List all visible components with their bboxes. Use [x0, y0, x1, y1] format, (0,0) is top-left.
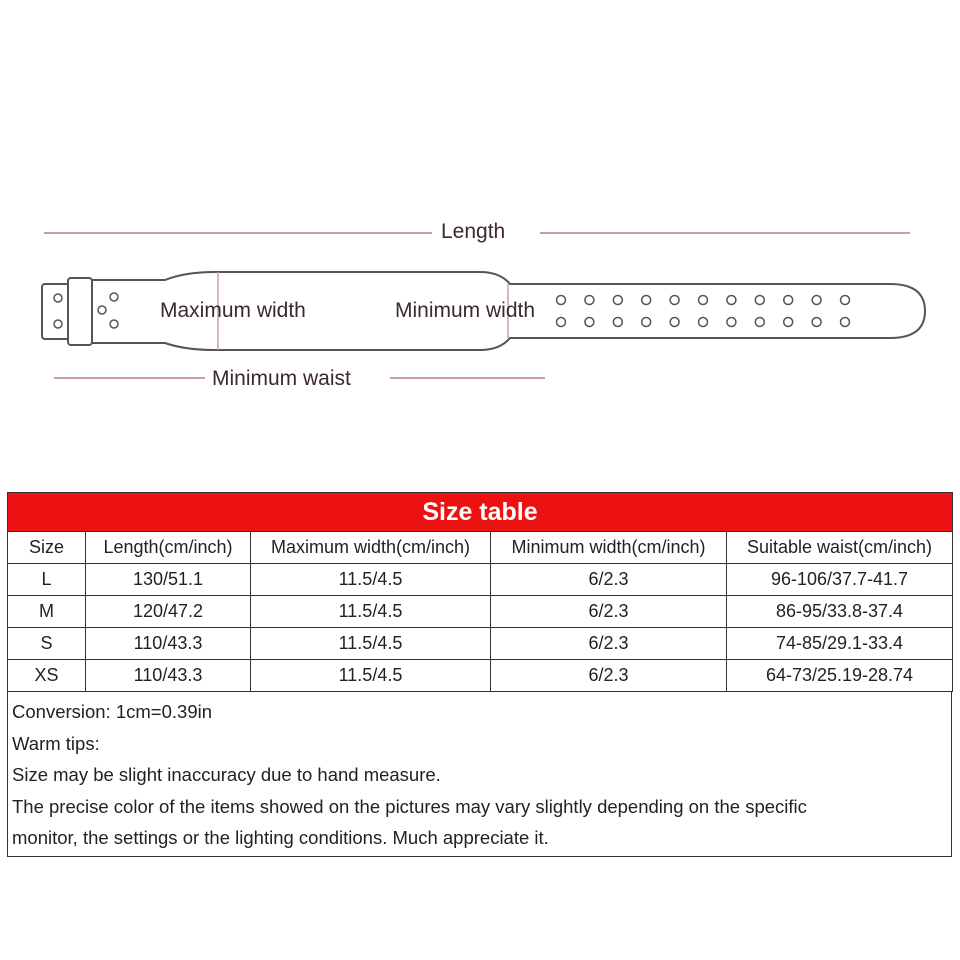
buckle-loop	[68, 278, 92, 345]
cell-waist: 64-73/25.19-28.74	[727, 660, 953, 692]
cell-size: XS	[8, 660, 86, 692]
cell-max-width: 11.5/4.5	[251, 596, 491, 628]
table-row	[8, 596, 953, 628]
length-label: Length	[441, 220, 506, 243]
cell-waist: 74-85/29.1-33.4	[727, 628, 953, 660]
cell-waist: 96-106/37.7-41.7	[727, 564, 953, 596]
cell-max-width: 11.5/4.5	[251, 660, 491, 692]
size-table	[7, 492, 953, 692]
warm-tips-heading: Warm tips:	[12, 732, 100, 754]
cell-min-width: 6/2.3	[491, 564, 727, 596]
table-row	[8, 660, 953, 692]
header-waist: Suitable waist(cm/inch)	[727, 532, 953, 564]
cell-min-width: 6/2.3	[491, 660, 727, 692]
notes-block	[7, 692, 952, 857]
cell-length: 110/43.3	[86, 628, 251, 660]
cell-max-width: 11.5/4.5	[251, 628, 491, 660]
header-length: Length(cm/inch)	[86, 532, 251, 564]
note-line: monitor, the settings or the lighting conditions. Much appreciate it.	[12, 827, 549, 848]
header-row	[8, 532, 953, 564]
table-row	[8, 628, 953, 660]
cell-size: M	[8, 596, 86, 628]
cell-length: 130/51.1	[86, 564, 251, 596]
belt-diagram	[0, 200, 960, 400]
size-table-section	[7, 492, 952, 857]
max-width-label: Maximum width	[160, 299, 306, 322]
conversion-note: Conversion: 1cm=0.39in	[12, 701, 213, 722]
size-table-title: Size table	[8, 493, 953, 532]
cell-length: 110/43.3	[86, 660, 251, 692]
header-max-width: Maximum width(cm/inch)	[251, 532, 491, 564]
cell-min-width: 6/2.3	[491, 628, 727, 660]
min-waist-label: Minimum waist	[212, 367, 351, 390]
cell-length: 120/47.2	[86, 596, 251, 628]
note-line: The precise color of the items showed on the pictures may vary slightly depending on the specific	[12, 795, 807, 817]
header-min-width: Minimum width(cm/inch)	[491, 532, 727, 564]
note-line: Size may be slight inaccuracy due to hand measure.	[12, 764, 441, 785]
cell-max-width: 11.5/4.5	[251, 564, 491, 596]
min-width-label: Minimum width	[395, 299, 536, 322]
cell-min-width: 6/2.3	[491, 596, 727, 628]
cell-size: L	[8, 564, 86, 596]
cell-size: S	[8, 628, 86, 660]
table-row	[8, 564, 953, 596]
cell-waist: 86-95/33.8-37.4	[727, 596, 953, 628]
header-size: Size	[8, 532, 86, 564]
